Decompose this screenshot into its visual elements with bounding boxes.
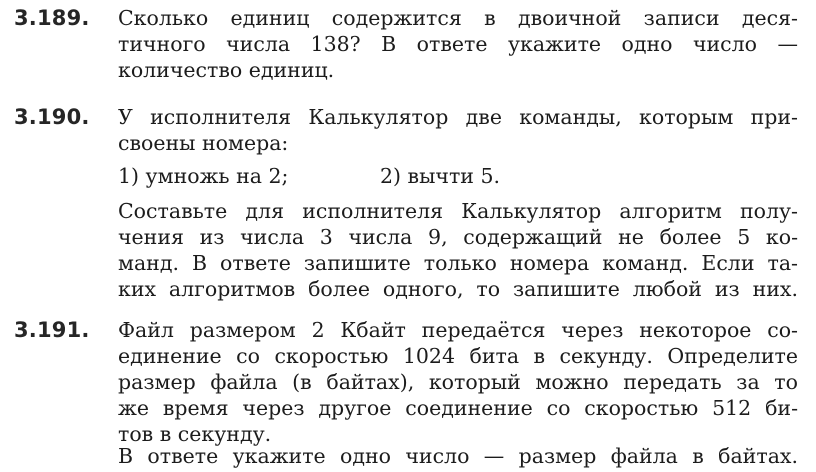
problem-text-line: своены номера:	[118, 131, 289, 155]
problem-text-line: единение со скоростью 1024 бита в секунду. Определите	[118, 344, 798, 368]
problem-text-line: Составьте для исполнителя Калькулятор алгоритм полу-	[118, 199, 798, 223]
command-item: 1) умножь на 2;	[118, 164, 289, 188]
problem-text-line: количество единиц.	[118, 58, 335, 82]
problem-text-line: тичного числа 138? В ответе укажите одно число —	[118, 32, 798, 56]
problem-text-line: Сколько единиц содержится в двоичной записи деся-	[118, 6, 798, 30]
problem-text-line: У исполнителя Калькулятор две команды, которым при-	[118, 105, 798, 129]
problem-number: 3.189.	[14, 6, 90, 30]
problem-text-line: размер файла (в байтах), который можно передать за то	[118, 370, 798, 394]
problem-text-line: ких алгоритмов более одного, то запишите любой из них.	[118, 277, 798, 301]
problem-text-line: тов в секунду.	[118, 422, 272, 446]
problem-number: 3.191.	[14, 318, 90, 342]
command-item: 2) вычти 5.	[380, 164, 501, 188]
problem-text-line: манд. В ответе запишите только номера команд. Если та-	[118, 251, 798, 275]
problem-text-line: Файл размером 2 Кбайт передаётся через некоторое со-	[118, 318, 798, 342]
problem-text-line: же время через другое соединение со скоростью 512 би-	[118, 396, 798, 420]
problem-number: 3.190.	[14, 105, 90, 129]
answer-instruction: В ответе укажите одно число — размер файла в байтах.	[118, 444, 798, 468]
problem-text-line: чения из числа 3 числа 9, содержащий не более 5 ко-	[118, 225, 798, 249]
